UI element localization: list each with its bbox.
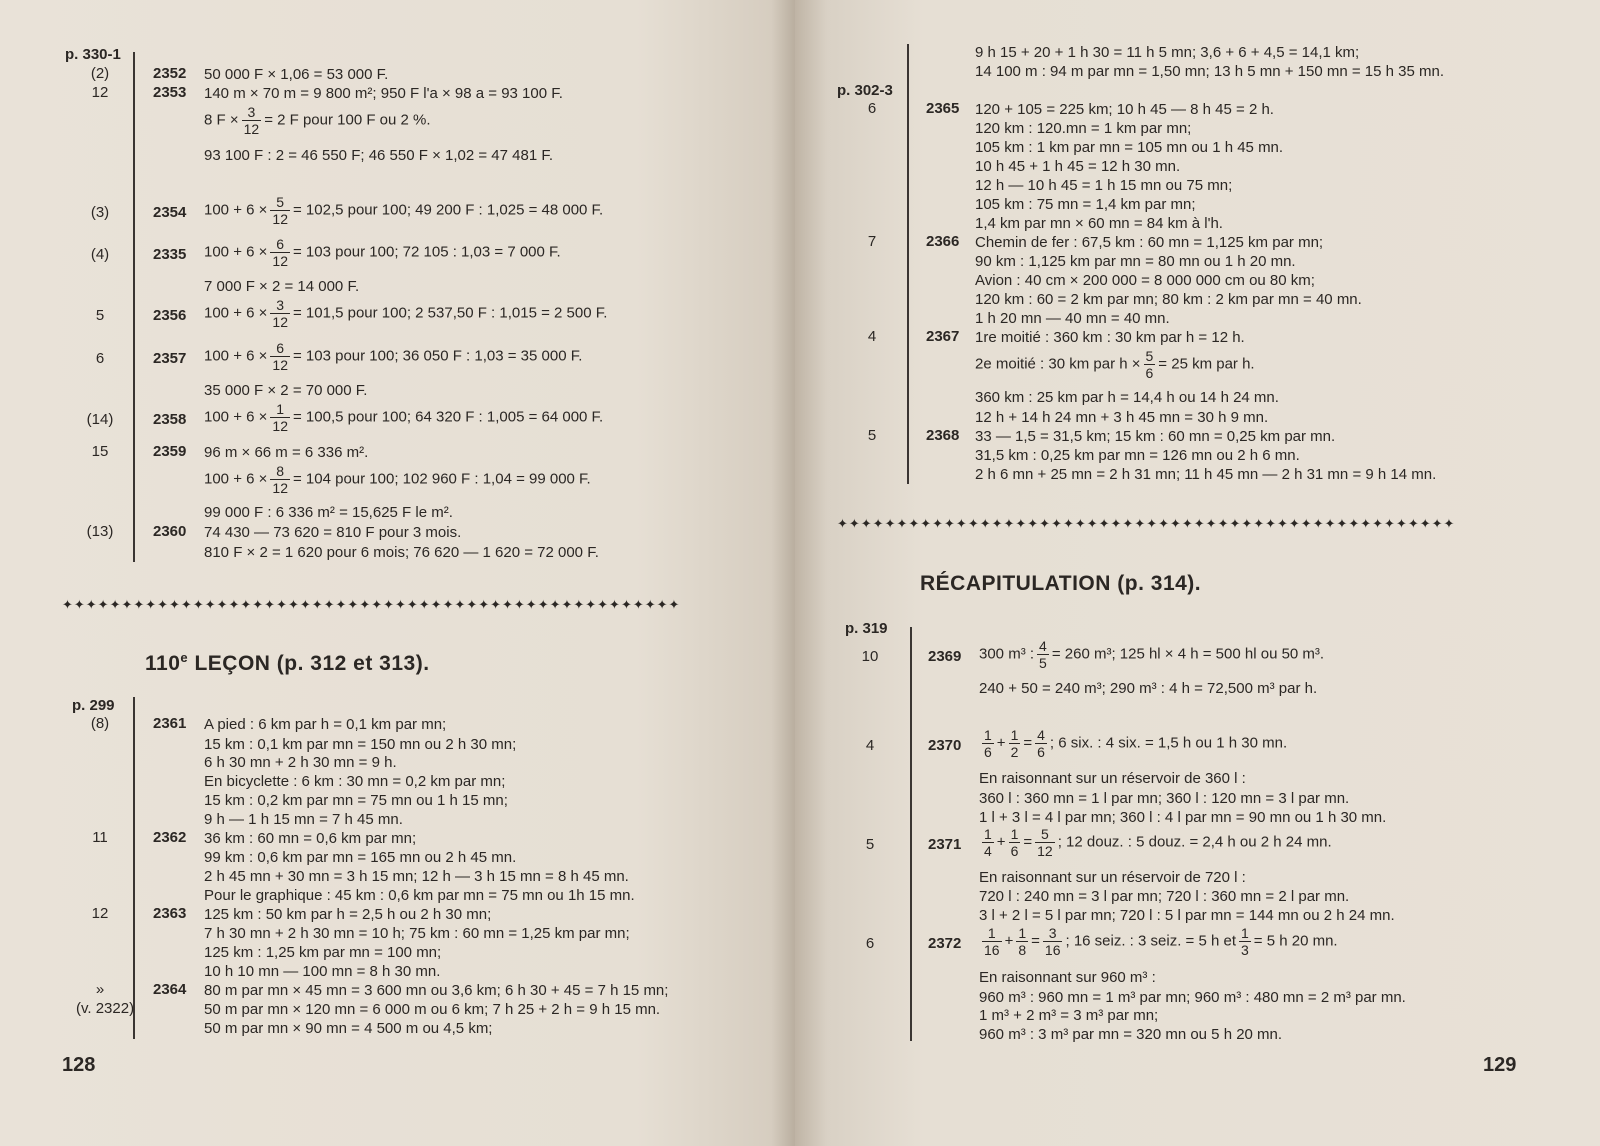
solution-line (204, 65, 388, 84)
line-text: = 104 pour 100; 102 960 F : 1,04 = 99 000 F. (292, 470, 591, 488)
exercise-page-mark: (8) (90, 715, 110, 732)
solution-line (204, 381, 367, 400)
solution-line (204, 753, 397, 772)
line-text: 99 000 F : 6 336 m² = 15,625 F le m². (204, 504, 453, 521)
line-text: 36 km : 60 mn = 0,6 km par mn; (204, 830, 417, 847)
line-text: 125 km : 50 km par h = 2,5 h ou 2 h 30 mn; (204, 906, 492, 923)
line-text: = 103 pour 100; 72 105 : 1,03 = 7 000 F. (292, 243, 561, 261)
line-text: 105 km : 75 mn = 1,4 km par mn; (975, 196, 1196, 213)
solution-line (975, 290, 1362, 309)
fraction-denominator: 12 (272, 480, 288, 496)
line-text: 9 h — 1 h 15 mn = 7 h 45 mn. (204, 811, 403, 828)
exercise-page-mark: 4 (865, 737, 875, 754)
solution-line (979, 968, 1156, 987)
fraction-denominator: 12 (1037, 843, 1053, 859)
line-text: 140 m × 70 m = 9 800 m²; 950 F l'a × 98 a = 93 100 F. (204, 85, 563, 102)
line-text: 120 + 105 = 225 km; 10 h 45 — 8 h 45 = 2 h. (975, 101, 1274, 118)
solution-line (979, 868, 1246, 887)
solution-line (979, 988, 1406, 1007)
solution-line (204, 277, 359, 296)
line-text: 33 — 1,5 = 31,5 km; 15 km : 60 mn = 0,25 km par mn. (975, 428, 1336, 445)
solution-line (975, 176, 1232, 195)
fraction-denominator: 6 (1010, 843, 1019, 859)
fraction (1009, 826, 1021, 859)
fraction-numerator: 4 (1037, 727, 1045, 743)
exercise-number: 2371 (928, 836, 962, 853)
exercise-page-mark: (3) (90, 204, 110, 221)
solution-line (204, 194, 603, 227)
solution-line (975, 252, 1296, 271)
fraction (982, 727, 994, 760)
solution-line (975, 100, 1274, 119)
solution-line (975, 271, 1315, 290)
solution-line (204, 810, 403, 829)
operator: = (1031, 932, 1040, 950)
line-text: 100 + 6 × (204, 243, 268, 261)
solution-line (204, 104, 431, 137)
exercise-number: 2368 (926, 427, 960, 444)
fraction (270, 236, 290, 269)
solution-line (204, 791, 508, 810)
fraction-numerator: 6 (270, 236, 290, 253)
exercise-number: 2369 (928, 648, 962, 665)
solution-line (204, 297, 607, 330)
exercise-page-mark: 12 (91, 905, 109, 922)
fraction-numerator: 1 (1018, 925, 1027, 941)
line-text: = 102,5 pour 100; 49 200 F : 1,025 = 48 000 F. (292, 201, 604, 219)
fraction-denominator: 6 (984, 744, 992, 760)
solution-line (204, 1000, 660, 1019)
line-text: 50 m par mn × 120 mn = 6 000 m ou 6 km; 7 h 25 + 2 h = 9 h 15 mn. (204, 1001, 661, 1018)
line-text: = 103 pour 100; 36 050 F : 1,03 = 35 000 F. (292, 347, 583, 365)
line-text: 10 h 45 + 1 h 45 = 12 h 30 mn. (975, 158, 1181, 175)
line-text: 1 h 20 mn — 40 mn = 40 mn. (975, 310, 1170, 327)
line-text: 99 km : 0,6 km par mn = 165 mn ou 2 h 45 mn. (204, 849, 517, 866)
fraction-numerator: 5 (270, 194, 290, 211)
solution-line (204, 886, 635, 905)
line-text: 35 000 F × 2 = 70 000 F. (204, 382, 368, 399)
fraction-denominator: 16 (984, 942, 1000, 958)
solution-line (204, 84, 563, 103)
solution-line (979, 1025, 1282, 1044)
line-text: 9 h 15 + 20 + 1 h 30 = 11 h 5 mn; 3,6 + 6 + 4,5 = 14,1 km; (975, 44, 1360, 61)
solution-line (204, 943, 441, 962)
fraction (982, 826, 994, 859)
line-text: 12 h — 10 h 45 = 1 h 15 mn ou 75 mn; (975, 177, 1233, 194)
operator: + (996, 833, 1006, 851)
line-text: 93 100 F : 2 = 46 550 F; 46 550 F × 1,02 = 47 481 F. (204, 147, 553, 164)
fraction-numerator: 3 (242, 104, 262, 121)
page-number: 128 (62, 1054, 96, 1076)
solution-line (204, 463, 591, 496)
line-text: 15 km : 0,2 km par mn = 75 mn ou 1 h 15 mn; (204, 792, 508, 809)
solution-line (204, 715, 446, 734)
solution-line (975, 348, 1255, 381)
line-text: = 101,5 pour 100; 2 537,50 F : 1,015 = 2 500 F. (292, 304, 608, 322)
operator: + (1004, 932, 1014, 950)
line-text: 2 h 45 mn + 30 mn = 3 h 15 mn; 12 h — 3 h 15 mn = 8 h 45 mn. (204, 868, 629, 885)
line-text: 10 h 10 mn — 100 mn = 8 h 30 mn. (204, 963, 441, 980)
fraction (982, 925, 1002, 958)
solution-line (975, 388, 1279, 407)
line-text: 300 m³ : (979, 645, 1035, 663)
recap-heading: RÉCAPITULATION (p. 314). (920, 572, 1202, 595)
solution-line (979, 887, 1349, 906)
line-text: = 25 km par h. (1158, 355, 1255, 373)
exercise-number: 2352 (153, 65, 187, 82)
line-text: 720 l : 240 mn = 3 l par mn; 720 l : 360 mn = 2 l par mn. (979, 888, 1350, 905)
line-text: 74 430 — 73 620 = 810 F pour 3 mois. (204, 524, 462, 541)
exercise-page-mark: 15 (91, 443, 109, 460)
fraction-denominator: 8 (1018, 942, 1027, 958)
exercise-number: 2360 (153, 523, 187, 540)
exercise-number: 2359 (153, 443, 187, 460)
line-text: 360 l : 360 mn = 1 l par mn; 360 l : 120 mn = 3 l par mn. (979, 790, 1350, 807)
fraction-denominator: 16 (1044, 942, 1061, 958)
solution-line (204, 340, 582, 373)
solution-line (204, 523, 461, 542)
fraction-numerator: 1 (1010, 727, 1019, 743)
solution-line (975, 62, 1444, 81)
exercise-number: 2370 (928, 737, 962, 754)
exercise-page-mark: (4) (90, 246, 110, 263)
fraction (1035, 826, 1055, 859)
fraction (1009, 727, 1021, 760)
line-text: En raisonnant sur un réservoir de 360 l : (979, 770, 1246, 787)
operator: = (1023, 734, 1033, 752)
fraction-denominator: 12 (272, 357, 288, 373)
solution-line (204, 772, 505, 791)
fraction-numerator: 5 (1035, 826, 1055, 843)
line-text: 125 km : 1,25 km par mn = 100 mn; (204, 944, 442, 961)
exercise-page-mark: 12 (91, 84, 109, 101)
line-text: 1,4 km par mn × 60 mn = 84 km à l'h. (975, 215, 1223, 232)
exercise-page-mark: (2) (90, 65, 110, 82)
line-text: 90 km : 1,125 km par mn = 80 mn ou 1 h 20 mn. (975, 253, 1296, 270)
line-text: 15 km : 0,1 km par mn = 150 mn ou 2 h 30 mn; (204, 736, 517, 753)
exercise-number: 2358 (153, 411, 187, 428)
page-reference: p. 302-3 (837, 82, 893, 99)
line-text: 14 100 m : 94 m par mn = 1,50 mn; 13 h 5 mn + 150 mn = 15 h 35 mn. (975, 63, 1445, 80)
solution-line (975, 195, 1196, 214)
solution-line (204, 848, 516, 867)
page-number: 129 (1483, 1054, 1517, 1076)
fraction-denominator: 3 (1241, 942, 1249, 958)
line-text: 50 m par mn × 90 mn = 4 500 m ou 4,5 km; (204, 1020, 493, 1037)
solution-line (204, 735, 516, 754)
line-text: 96 m × 66 m = 6 336 m². (204, 444, 369, 461)
fraction-denominator: 6 (1145, 365, 1154, 381)
column-rule (910, 627, 912, 1041)
line-text: En raisonnant sur un réservoir de 720 l : (979, 869, 1246, 886)
column-rule (133, 697, 135, 1039)
exercise-number: 2356 (153, 307, 187, 324)
line-text: ; 12 douz. : 5 douz. = 2,4 h ou 2 h 24 mn. (1057, 833, 1332, 851)
line-text: A pied : 6 km par h = 0,1 km par mn; (204, 716, 447, 733)
lesson-ordinal: e (180, 650, 189, 665)
page-reference: p. 319 (845, 620, 888, 637)
fraction-denominator: 12 (272, 211, 288, 227)
line-text: ; 16 seiz. : 3 seiz. = 5 h et (1065, 932, 1236, 950)
fraction-numerator: 3 (270, 297, 290, 314)
line-text: Chemin de fer : 67,5 km : 60 mn = 1,125 km par mn; (975, 234, 1324, 251)
solution-line (204, 401, 603, 434)
solution-line (975, 233, 1323, 252)
fraction-denominator: 4 (984, 843, 992, 859)
fraction (270, 401, 290, 434)
fraction-denominator: 12 (272, 314, 288, 330)
lesson-heading (145, 650, 430, 676)
solution-line (204, 146, 553, 165)
solution-line (975, 465, 1436, 484)
fraction (270, 463, 290, 496)
fraction (1144, 348, 1156, 381)
line-text: Pour le graphique : 45 km : 0,6 km par mn = 75 mn ou 1h 15 mn. (204, 887, 635, 904)
fraction (1037, 638, 1049, 671)
solution-line (204, 867, 629, 886)
solution-line (979, 1006, 1158, 1025)
line-text: 80 m par mn × 45 mn = 3 600 mn ou 3,6 km; 6 h 30 + 45 = 7 h 15 mn; (204, 982, 669, 999)
ornament-divider: ✦✦✦✦✦✦✦✦✦✦✦✦✦✦✦✦✦✦✦✦✦✦✦✦✦✦✦✦✦✦✦✦✦✦✦✦✦✦✦✦✦✦✦✦✦✦✦✦✦✦✦✦ (837, 516, 1456, 531)
fraction-numerator: 1 (982, 925, 1002, 942)
solution-line (975, 43, 1359, 62)
solution-line (204, 829, 416, 848)
exercise-number: 2353 (153, 84, 187, 101)
page-reference: p. 330-1 (65, 46, 121, 63)
exercise-number: 2364 (153, 981, 187, 998)
solution-line (204, 543, 599, 562)
line-text: 100 + 6 × (204, 201, 268, 219)
fraction-denominator: 12 (272, 418, 288, 434)
lesson-title: LEÇON (p. 312 et 313). (194, 652, 430, 675)
exercise-page-mark: (v. 2322) (76, 1000, 135, 1017)
solution-line (204, 924, 630, 943)
line-text: 2 h 6 mn + 25 mn = 2 h 31 mn; 11 h 45 mn — 2 h 31 mn = 9 h 14 mn. (975, 466, 1437, 483)
fraction-numerator: 3 (1043, 925, 1063, 942)
right-page (795, 0, 1600, 1146)
fraction-numerator: 5 (1145, 348, 1154, 364)
line-text: 960 m³ : 3 m³ par mn = 320 mn ou 5 h 20 mn. (979, 1026, 1283, 1043)
solution-line (975, 119, 1191, 138)
line-text: En bicyclette : 6 km : 30 mn = 0,2 km par mn; (204, 773, 506, 790)
column-rule (907, 44, 909, 484)
line-text: 120 km : 60 = 2 km par mn; 80 km : 2 km par mn = 40 mn. (975, 291, 1362, 308)
fraction (1016, 925, 1028, 958)
ornament-divider: ✦✦✦✦✦✦✦✦✦✦✦✦✦✦✦✦✦✦✦✦✦✦✦✦✦✦✦✦✦✦✦✦✦✦✦✦✦✦✦✦✦✦✦✦✦✦✦✦✦✦✦✦ (62, 597, 681, 612)
fraction (242, 104, 262, 137)
line-text: 105 km : 1 km par mn = 105 mn ou 1 h 45 mn. (975, 139, 1284, 156)
line-text: ; 6 six. : 4 six. = 1,5 h ou 1 h 30 mn. (1049, 734, 1288, 752)
line-text: 3 l + 2 l = 5 l par mn; 720 l : 5 l par mn = 144 mn ou 2 h 24 mn. (979, 907, 1395, 924)
line-text: 120 km : 120.mn = 1 km par mn; (975, 120, 1192, 137)
solution-line (975, 328, 1245, 347)
fraction-denominator: 5 (1039, 655, 1047, 671)
exercise-number: 2372 (928, 935, 962, 952)
solution-line (204, 905, 491, 924)
line-text: 12 h + 14 h 24 mn + 3 h 45 mn = 30 h 9 mn. (975, 409, 1269, 426)
fraction-numerator: 1 (1010, 826, 1019, 842)
line-text: 7 h 30 mn + 2 h 30 mn = 10 h; 75 km : 60 mn = 1,25 km par mn; (204, 925, 630, 942)
line-text: 1 m³ + 2 m³ = 3 m³ par mn; (979, 1007, 1159, 1024)
exercise-page-mark: (13) (86, 523, 114, 540)
line-text: 1 l + 3 l = 4 l par mn; 360 l : 4 l par mn = 90 mn ou 1 h 30 mn. (979, 809, 1387, 826)
lesson-number: 110 (145, 652, 181, 675)
exercise-page-mark: 6 (95, 350, 105, 367)
solution-line (975, 446, 1300, 465)
page-reference: p. 299 (72, 697, 115, 714)
solution-line (204, 1019, 492, 1038)
fraction-denominator: 12 (272, 253, 288, 269)
exercise-page-mark: 5 (867, 427, 877, 444)
operator: + (996, 734, 1006, 752)
solution-line (979, 638, 1324, 671)
exercise-number: 2361 (153, 715, 187, 732)
fraction (270, 340, 290, 373)
exercise-page-mark: 6 (867, 100, 877, 117)
fraction-denominator: 12 (243, 121, 260, 137)
line-text: 7 000 F × 2 = 14 000 F. (204, 278, 360, 295)
fraction-denominator: 6 (1037, 744, 1045, 760)
line-text: 50 000 F × 1,06 = 53 000 F. (204, 66, 389, 83)
operator: = (1023, 833, 1033, 851)
solution-line (204, 981, 668, 1000)
fraction (1239, 925, 1251, 958)
line-text: En raisonnant sur 960 m³ : (979, 969, 1156, 986)
line-text: = 2 F pour 100 F ou 2 %. (264, 111, 431, 129)
exercise-page-mark: (14) (86, 411, 114, 428)
solution-line (204, 443, 368, 462)
fraction (1035, 727, 1047, 760)
line-text: 100 + 6 × (204, 408, 268, 426)
fraction (270, 194, 290, 227)
solution-line (975, 427, 1335, 446)
line-text: 240 + 50 = 240 m³; 290 m³ : 4 h = 72,500 m³ par h. (979, 680, 1318, 697)
exercise-number: 2367 (926, 328, 960, 345)
fraction-numerator: 1 (1241, 925, 1249, 941)
fraction (1043, 925, 1063, 958)
solution-line (975, 214, 1223, 233)
solution-line (979, 727, 1287, 760)
line-text: 810 F × 2 = 1 620 pour 6 mois; 76 620 — 1 620 = 72 000 F. (204, 544, 599, 561)
line-text: Avion : 40 cm × 200 000 = 8 000 000 cm ou 80 km; (975, 272, 1315, 289)
fraction-numerator: 8 (270, 463, 290, 480)
fraction-numerator: 1 (270, 401, 290, 418)
solution-line (979, 769, 1246, 788)
fraction-numerator: 4 (1039, 638, 1047, 654)
exercise-page-mark: » (95, 981, 105, 998)
fraction-denominator: 2 (1010, 744, 1019, 760)
exercise-page-mark: 5 (865, 836, 875, 853)
solution-line (204, 962, 440, 981)
solution-line (975, 309, 1170, 328)
line-text: 360 km : 25 km par h = 14,4 h ou 14 h 24 mn. (975, 389, 1279, 406)
left-page (0, 0, 795, 1146)
line-text: = 5 h 20 mn. (1253, 932, 1338, 950)
exercise-number: 2354 (153, 204, 187, 221)
line-text: = 260 m³; 125 hl × 4 h = 500 hl ou 50 m³. (1051, 645, 1325, 663)
exercise-page-mark: 4 (867, 328, 877, 345)
exercise-page-mark: 6 (865, 935, 875, 952)
fraction-numerator: 1 (984, 727, 992, 743)
line-text: 31,5 km : 0,25 km par mn = 126 mn ou 2 h 6 mn. (975, 447, 1300, 464)
solution-line (979, 808, 1386, 827)
line-text: 6 h 30 mn + 2 h 30 mn = 9 h. (204, 754, 397, 771)
exercise-number: 2335 (153, 246, 187, 263)
column-rule (133, 52, 135, 562)
line-text: 100 + 6 × (204, 304, 268, 322)
solution-line (979, 925, 1338, 958)
exercise-page-mark: 11 (92, 829, 108, 846)
line-text: 960 m³ : 960 mn = 1 m³ par mn; 960 m³ : 480 mn = 2 m³ par mn. (979, 989, 1406, 1006)
fraction-numerator: 6 (270, 340, 290, 357)
exercise-page-mark: 7 (867, 233, 877, 250)
solution-line (975, 408, 1268, 427)
fraction (270, 297, 290, 330)
fraction-numerator: 1 (984, 826, 992, 842)
exercise-page-mark: 5 (95, 307, 105, 324)
solution-line (204, 503, 453, 522)
exercise-number: 2366 (926, 233, 960, 250)
exercise-page-mark: 10 (861, 648, 879, 665)
exercise-number: 2362 (153, 829, 187, 846)
solution-line (979, 906, 1395, 925)
line-text: 100 + 6 × (204, 470, 268, 488)
line-text: 100 + 6 × (204, 347, 268, 365)
exercise-number: 2357 (153, 350, 187, 367)
line-text: 8 F × (204, 111, 239, 129)
exercise-number: 2363 (153, 905, 187, 922)
solution-line (975, 138, 1283, 157)
solution-line (979, 679, 1317, 698)
line-text: 2e moitié : 30 km par h × (975, 355, 1141, 373)
line-text: = 100,5 pour 100; 64 320 F : 1,005 = 64 000 F. (292, 408, 604, 426)
solution-line (979, 826, 1332, 859)
solution-line (204, 236, 561, 269)
solution-line (975, 157, 1180, 176)
solution-line (979, 789, 1349, 808)
exercise-number: 2365 (926, 100, 960, 117)
line-text: 1re moitié : 360 km : 30 km par h = 12 h. (975, 329, 1245, 346)
